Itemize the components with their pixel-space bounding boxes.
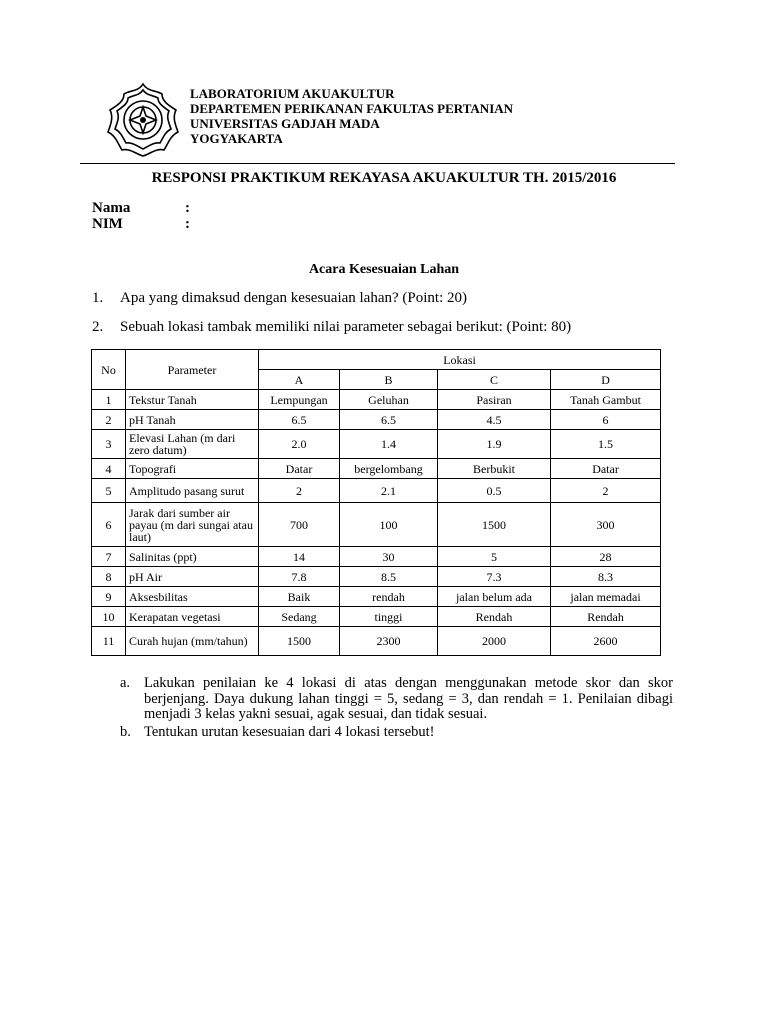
location-value: Berbukit (438, 459, 551, 479)
question-number: 1. (92, 290, 104, 306)
parameter-name: pH Tanah (126, 410, 259, 430)
location-value: tinggi (340, 607, 438, 627)
nim-field (92, 216, 190, 233)
institution-line: LABORATORIUM AKUAKULTUR (190, 86, 395, 101)
location-value: 1500 (438, 503, 551, 547)
location-value: 700 (259, 503, 340, 547)
row-number: 4 (92, 459, 126, 479)
institution-line: YOGYAKARTA (190, 131, 283, 146)
location-value: Baik (259, 587, 340, 607)
location-value: 1.9 (438, 430, 551, 459)
location-value: jalan memadai (551, 587, 661, 607)
location-value: jalan belum ada (438, 587, 551, 607)
location-value: 6.5 (340, 410, 438, 430)
row-number: 11 (92, 627, 126, 656)
location-value: 14 (259, 547, 340, 567)
parameter-name: Curah hujan (mm/tahun) (126, 627, 259, 656)
location-value: 7.3 (438, 567, 551, 587)
parameter-name: Topografi (126, 459, 259, 479)
table-row (92, 410, 661, 430)
location-value: 4.5 (438, 410, 551, 430)
location-value: Rendah (551, 607, 661, 627)
table-row (92, 430, 661, 459)
location-value: Rendah (438, 607, 551, 627)
parameter-name: Elevasi Lahan (m dari zero datum) (126, 430, 259, 459)
location-value: Tanah Gambut (551, 390, 661, 410)
location-value: Datar (551, 459, 661, 479)
location-value: 5 (438, 547, 551, 567)
nim-colon: : (185, 216, 190, 232)
location-value: 6 (551, 410, 661, 430)
sub-question-text: Tentukan urutan kesesuaian dari 4 lokasi tersebut! (144, 724, 435, 740)
header-location: D (551, 370, 661, 390)
table-row (92, 567, 661, 587)
location-value: 6.5 (259, 410, 340, 430)
parameter-name: Jarak dari sumber air payau (m dari sungai atau laut) (126, 503, 259, 547)
parameter-name: Salinitas (ppt) (126, 547, 259, 567)
row-number: 5 (92, 479, 126, 503)
location-value: Lempungan (259, 390, 340, 410)
location-value: bergelombang (340, 459, 438, 479)
location-value: 2.1 (340, 479, 438, 503)
sub-question-b (120, 725, 673, 741)
table-row (92, 627, 661, 656)
parameter-name: Kerapatan vegetasi (126, 607, 259, 627)
sub-question-text: Lakukan penilaian ke 4 lokasi di atas dengan menggunakan metode skor dan skor berjenjang. Daya dukung lahan tinggi = 5, sedang = 3, dan rendah = 1. Penilaian dibagi menjadi 3 kelas yakni sesuai, agak sesuai, dan tidak sesuai. (144, 675, 673, 722)
header-parameter: Parameter (126, 350, 259, 390)
location-value: 8.5 (340, 567, 438, 587)
table-body (92, 390, 661, 656)
parameter-name: Aksesbilitas (126, 587, 259, 607)
header-no: No (92, 350, 126, 390)
location-value: 8.3 (551, 567, 661, 587)
table-row (92, 459, 661, 479)
document-title: RESPONSI PRAKTIKUM REKAYASA AKUAKULTUR TH. 2015/2016 (151, 170, 617, 186)
section-title: Acara Kesesuaian Lahan (308, 262, 460, 277)
question-text: Apa yang dimaksud dengan kesesuaian lahan? (Point: 20) (120, 290, 467, 306)
location-value: Datar (259, 459, 340, 479)
row-number: 2 (92, 410, 126, 430)
row-number: 9 (92, 587, 126, 607)
location-value: 2.0 (259, 430, 340, 459)
location-value: Sedang (259, 607, 340, 627)
location-value: 1500 (259, 627, 340, 656)
location-value: 7.8 (259, 567, 340, 587)
location-value: 0.5 (438, 479, 551, 503)
row-number: 7 (92, 547, 126, 567)
header-location: A (259, 370, 340, 390)
location-value: 2600 (551, 627, 661, 656)
location-value: 1.4 (340, 430, 438, 459)
row-number: 1 (92, 390, 126, 410)
table-row (92, 547, 661, 567)
location-value: 300 (551, 503, 661, 547)
header-divider (80, 163, 675, 164)
table-row (92, 587, 661, 607)
location-value: 30 (340, 547, 438, 567)
header-location: C (438, 370, 551, 390)
location-value: 1.5 (551, 430, 661, 459)
sub-question-letter: b. (120, 724, 131, 740)
table-row (92, 607, 661, 627)
location-value: 100 (340, 503, 438, 547)
row-number: 8 (92, 567, 126, 587)
header-location: B (340, 370, 438, 390)
location-value: 28 (551, 547, 661, 567)
question-2 (92, 319, 571, 336)
location-value: Pasiran (438, 390, 551, 410)
question-1 (92, 290, 467, 307)
location-value: 2 (551, 479, 661, 503)
institution-line: UNIVERSITAS GADJAH MADA (190, 116, 380, 131)
table-row (92, 390, 661, 410)
location-value: 2300 (340, 627, 438, 656)
row-number: 10 (92, 607, 126, 627)
letterhead (104, 80, 684, 160)
sub-question-a (120, 676, 673, 723)
nama-field (92, 200, 190, 217)
header-lokasi: Lokasi (259, 350, 661, 370)
location-value: rendah (340, 587, 438, 607)
nama-colon: : (185, 200, 190, 216)
sub-question-letter: a. (120, 675, 131, 691)
question-text: Sebuah lokasi tambak memiliki nilai parameter sebagai berikut: (Point: 80) (120, 319, 572, 335)
row-number: 6 (92, 503, 126, 547)
university-emblem-icon (104, 80, 182, 158)
parameter-name: Amplitudo pasang surut (126, 479, 259, 503)
location-value: 2000 (438, 627, 551, 656)
nama-label: Nama (92, 200, 131, 216)
table-row (92, 503, 661, 547)
parameter-name: pH Air (126, 567, 259, 587)
row-number: 3 (92, 430, 126, 459)
institution-block (190, 86, 513, 146)
location-value: Geluhan (340, 390, 438, 410)
table-row (92, 479, 661, 503)
institution-line: DEPARTEMEN PERIKANAN FAKULTAS PERTANIAN (190, 101, 514, 116)
nim-label: NIM (92, 216, 123, 232)
location-value: 2 (259, 479, 340, 503)
parameter-name: Tekstur Tanah (126, 390, 259, 410)
question-number: 2. (92, 319, 104, 335)
parameter-table (91, 349, 661, 656)
